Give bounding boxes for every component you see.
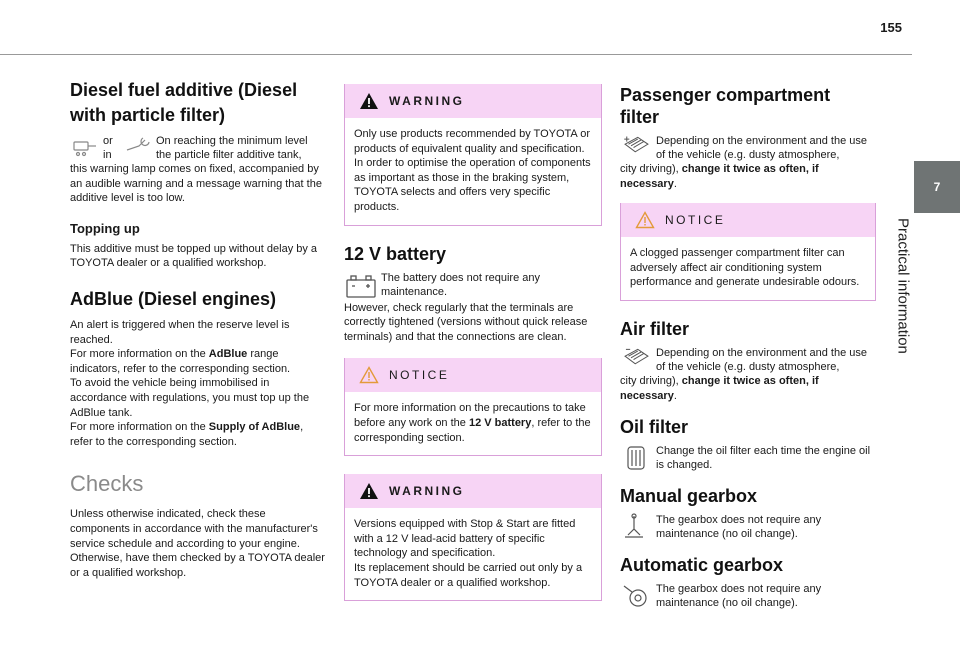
heading-oil-filter: Oil filter — [620, 417, 689, 438]
air-body-text — [620, 374, 876, 403]
warning-box-stop-start — [344, 474, 602, 601]
column-2 — [344, 84, 602, 601]
notice-box-header — [621, 203, 875, 237]
air-intro-row — [620, 346, 876, 374]
chapter-tab[interactable]: 7 — [914, 161, 960, 213]
notice-box-cabin — [620, 203, 876, 301]
battery-intro-row — [344, 271, 602, 301]
diesel-body-text: this warning lamp comes on fixed, accompanied by an audible warning and a message warning that the additive level is too low. — [70, 163, 322, 205]
adblue-paragraph-1: An alert is triggered when the reserve level is reached. — [70, 318, 290, 346]
notice-box-battery — [344, 358, 602, 456]
heading-12v-battery: 12 V battery — [344, 243, 447, 264]
warning-triangle-icon — [359, 482, 379, 500]
column-1 — [70, 78, 325, 580]
manual-gearbox-row — [620, 513, 876, 541]
cabin-filter-icon — [620, 134, 653, 156]
warning-box-header — [345, 84, 601, 118]
or-label: or — [103, 135, 113, 147]
heading-air-filter: Air filter — [620, 318, 690, 339]
warning-paragraph-1: Versions equipped with Stop & Start are fitted with a 12 V lead-acid battery of specific technology and specification. — [354, 518, 576, 560]
text-run: For more information on the — [70, 348, 209, 361]
air-filter-icon — [620, 346, 653, 368]
bold-term: Supply of AdBlue — [208, 421, 301, 434]
warning-label: WARNING — [389, 484, 465, 499]
battery-body-text: However, check regularly that the terminals are correctly tightened (versions without quick release terminals) and that the connections are clean. — [344, 301, 588, 343]
adblue-paragraph-2 — [70, 347, 325, 376]
warning-box-header — [345, 474, 601, 508]
cabin-intro-text: Depending on the environment and the use of the vehicle (e.g. dusty atmosphere, — [656, 135, 867, 161]
checks-paragraph-1: Unless otherwise indicated, check these components in accordance with the manufacturer's service schedule and according to your engine. — [70, 508, 318, 550]
automatic-gearbox-row — [620, 582, 876, 610]
notice-text — [354, 401, 592, 445]
notice-triangle-icon — [635, 211, 655, 229]
or-in-labels — [103, 134, 121, 162]
manual-gearbox-text: The gearbox does not require any maintenance (no oil change). — [656, 514, 822, 541]
header-rule — [0, 54, 912, 55]
cabin-intro-row — [620, 134, 876, 162]
chapter-title: Practical information — [894, 218, 912, 354]
air-intro-text: Depending on the environment and the use of the vehicle (e.g. dusty atmosphere, — [656, 346, 867, 373]
battery-intro-text: The battery does not require any maintenance. — [381, 271, 540, 298]
heading-line: Passenger compartment — [620, 85, 831, 105]
bold-term: 12 V battery — [468, 416, 532, 429]
heading-automatic-gearbox: Automatic gearbox — [620, 555, 784, 576]
automatic-gearbox-text: The gearbox does not require any maintenance (no oil change). — [656, 583, 822, 610]
adblue-paragraph-3: To avoid the vehicle being immobilised in accordance with regulations, you must top up the AdBlue tank. — [70, 377, 310, 419]
wrench-service-icon — [123, 134, 153, 162]
heading-checks: Checks — [70, 471, 144, 497]
diesel-intro-text: On reaching the minimum level the particle filter additive tank, — [156, 135, 308, 161]
bold-term: AdBlue — [208, 348, 248, 361]
notice-triangle-icon — [359, 366, 379, 384]
heading-adblue: AdBlue (Diesel engines) — [70, 288, 277, 309]
warning-box-products — [344, 84, 602, 226]
heading-manual-gearbox: Manual gearbox — [620, 486, 758, 507]
oil-filter-icon — [620, 444, 653, 472]
heading-line: Diesel fuel additive (Diesel — [70, 80, 298, 100]
warning-paragraph-2: In order to optimise the operation of components as important as those in the braking system, TOYOTA selects and offers very specific products. — [354, 157, 591, 213]
oil-filter-row — [620, 444, 876, 472]
checks-paragraph-2: Otherwise, have them checked by a TOYOTA dealer or a qualified workshop. — [70, 552, 325, 579]
in-label: in — [103, 149, 112, 161]
warning-label: WARNING — [389, 94, 465, 108]
bold-term: change it twice as often, if necessary — [620, 163, 819, 190]
text-run: For more information on the — [70, 421, 209, 434]
text-run: For more information on the precautions to take before any work on the — [354, 402, 586, 429]
warning-paragraph-2: Its replacement should be carried out only by a TOYOTA dealer or a qualified workshop. — [354, 561, 583, 589]
heading-diesel-additive — [70, 78, 325, 128]
heading-line: with particle filter) — [70, 105, 226, 125]
bold-term: change it twice as often, if necessary — [620, 374, 819, 402]
oil-filter-text: Change the oil filter each time the engine oil is changed. — [656, 445, 871, 472]
topping-body-text: This additive must be topped up without delay by a TOYOTA dealer or a qualified workshop. — [70, 242, 318, 270]
text-run: range indicators, refer to the corresponding section. — [70, 348, 291, 375]
battery-icon — [344, 271, 378, 301]
column-3 — [620, 84, 876, 610]
heading-topping-up: Topping up — [70, 220, 140, 236]
manual-gearbox-icon — [620, 513, 653, 541]
text-run: . — [673, 389, 677, 402]
warning-box-body — [345, 508, 601, 600]
diesel-intro-row — [70, 134, 325, 162]
adblue-paragraph-4 — [70, 420, 325, 449]
notice-label: NOTICE — [389, 368, 450, 383]
warning-paragraph-1: Only use products recommended by TOYOTA or products of equivalent quality and specification. — [354, 128, 590, 155]
cabin-body-text — [620, 162, 876, 191]
notice-label: NOTICE — [665, 213, 726, 228]
warning-box-body — [345, 118, 601, 225]
text-run: , refer to the corresponding section. — [70, 421, 304, 448]
text-run: city driving), — [620, 374, 682, 387]
warning-triangle-icon — [359, 92, 379, 110]
automatic-gearbox-icon — [620, 582, 653, 610]
heading-cabin-filter — [620, 84, 876, 128]
notice-box-header — [345, 358, 601, 392]
diesel-additive-warning-icon — [70, 134, 100, 162]
text-run: city driving), — [620, 163, 682, 175]
text-run: , refer to the corresponding section. — [354, 416, 591, 444]
notice-box-body — [621, 237, 875, 300]
notice-box-body — [345, 392, 601, 455]
heading-line: filter — [620, 107, 660, 127]
text-run: . — [673, 177, 677, 190]
page-number: 155 — [880, 20, 902, 35]
chapter-side-title — [893, 218, 913, 378]
notice-text: A clogged passenger compartment filter can adversely affect air conditioning system performance and generate undesirable odours. — [630, 247, 860, 289]
